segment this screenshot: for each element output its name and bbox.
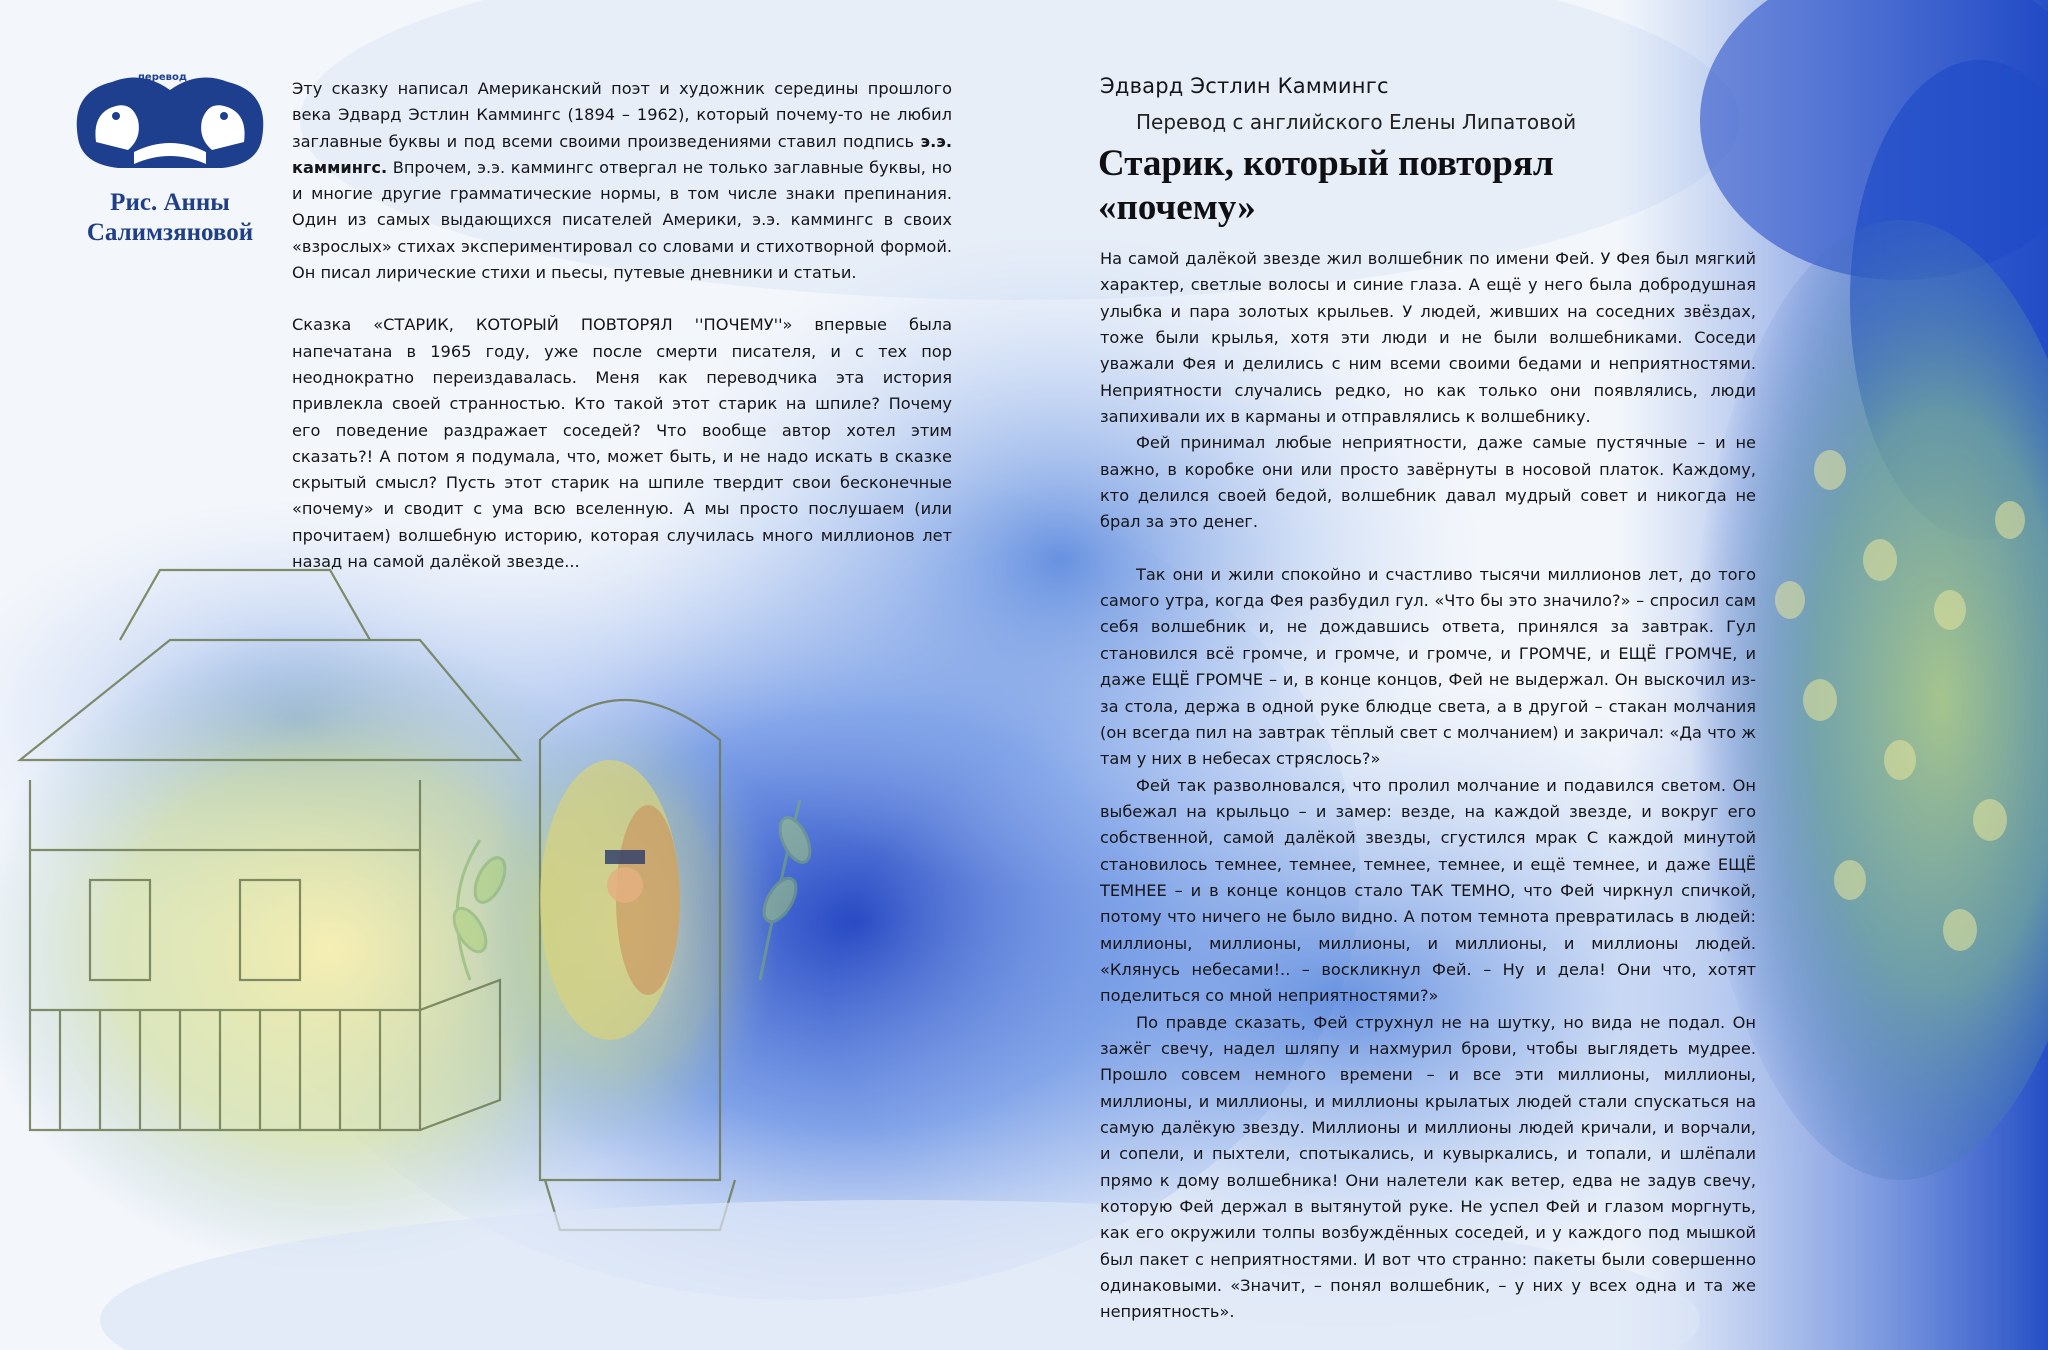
story-title bbox=[1098, 142, 1738, 230]
translation-logo bbox=[72, 72, 268, 176]
story-paragraph: На самой далёкой звезде жил волшебник по имени Фей. У Фея был мягкий характер, светлые волосы и синие глаза. А ещё у него была добродушная улыбка и пара золотых крыльев. У людей, живших на соседних звёздах, тоже были крылья, хотя эти люди и не были волшебниками. Соседи уважали Фея и делились с ним всеми своими бедами и неприятностями. Неприятности случались редко, но как только они появлялись, люди запихивали их в карманы и отправлялись к волшебнику. bbox=[1100, 249, 1756, 427]
story-paragraph: Фей так разволновался, что пролил молчание и подавился светом. Он выбежал на крыльцо – и замер: везде, на каждой звезде, и вокруг его собственной, самой далёкой звезды, сгустился мрак С каждой минутой становилось темнее, темнее, темнее, темнее, и ещё темнее, и даже ЕЩЁ ТЕМНЕЕ – и в конце концов стало ТАК ТЕМНО, что Фей чиркнул спичкой, потому что ничего не было видно. А потом темнота превратилась в людей: миллионы, миллионы, миллионы, и миллионы, и миллионы людей. «Клянусь небесами!.. – воскликнул Фей. – Ну и дела! Они что, хотят поделиться со мной неприятностями?» bbox=[1100, 775, 1756, 1006]
story-translator: Перевод с английского Елены Липатовой bbox=[1136, 110, 1577, 134]
intro-paragraph-2: Сказка «СТАРИК, КОТОРЫЙ ПОВТОРЯЛ ''ПОЧЕМУ''» впервые была напечатана в 1965 году, уже после смерти писателя, и с тех пор неоднократно переиздавалась. Меня как переводчика эта история привлекла своей странностью. Кто такой этот старик на шпиле? Почему его поведение раздражает соседей? Что вообще автор хотел этим сказать?! А потом я подумала, что, может быть, и не надо искать в сказке скрытый смысл? Пусть этот старик на шпиле твердит свои бесконечные «почему» и сводит с ума всю вселенную. А мы просто послушаем (или прочитаем) волшебную историю, которая случилась много миллионов лет назад на самой далёкой звезде... bbox=[292, 315, 952, 572]
intro-p1-text-before: Эту сказку написал Американский поэт и художник середины прошлого века Эдвард Эстлин Каммингс (1894 – 1962), который почему-то не любил заглавные буквы и под всеми своими произведениями ставил подпись bbox=[292, 79, 952, 151]
cummings-signature: э.э. каммингс. bbox=[292, 131, 952, 177]
logo-label: перевод bbox=[138, 72, 187, 83]
story-title-line-1: Старик, который повторял bbox=[1098, 143, 1554, 184]
story-author: Эдвард Эстлин Каммингс bbox=[1100, 74, 1389, 98]
story-paragraph: По правде сказать, Фей струхнул не на шутку, но вида не подал. Он зажёг свечу, надел шляпу и нахмурил брови, чтобы выглядеть мудрее. Прошло совсем немного времени – и все эти миллионы, миллионы, миллионы, и миллионы, и миллионы крылатых людей стали спускаться на самую далёкую звезду. Миллионы и миллионы людей кричали, и ворчали, и сопели, и пыхтели, спотыкались, и кувыркались, и топали, и шлёпали прямо к дому волшебника! Они налетели как ветер, едва не задув свечу, которую Фей держал в вытянутой руке. Не успел Фей и глазом моргнуть, как его окружили толпы возбуждённых соседей, и у каждого под мышкой был пакет с неприятностями. И вот что странно: пакеты были совершенно одинаковыми. «Значит, – понял волшебник, – у них у всех одна и та же неприятность». bbox=[1100, 1012, 1756, 1322]
intro-p1-text-after: Впрочем, э.э. каммингс отвергал не только заглавные буквы, но и многие другие грамматические нормы, в том числе знаки препинания. Один из самых выдающихся писателей Америки, э.э. каммингс в своих «взрослых» стихах экспериментировал со словами и стихотворной формой. Он писал лирические стихи и пьесы, путевые дневники и статьи. bbox=[292, 157, 952, 283]
story-body bbox=[1100, 246, 1756, 1326]
story-paragraph: Фей принимал любые неприятности, даже самые пустячные – и не важно, в коробке они или просто завёрнуты в носовой платок. Каждому, кто делился своей бедой, волшебник давал мудрый совет и никогда не брал за это денег. bbox=[1100, 433, 1756, 532]
illustrator-credit-line-1: Рис. Анны bbox=[110, 189, 230, 216]
story-paragraph: Так они и жили спокойно и счастливо тысячи миллионов лет, до того самого утра, когда Фея разбудил гул. «Что бы это значило?» – спросил сам себя волшебник и, не дождавшись ответа, принялся за завтрак. Гул становился всё громче, и громче, и громче, и ГРОМЧЕ, и ЕЩЁ ГРОМЧЕ, и даже ЕЩЁ ГРОМЧЕ – и, в конце концов, Фей не выдержал. Он выскочил из-за стола, держа в одной руке блюдце света, а в другой – стакан молчания (он всегда пил на завтрак тёплый свет с молчанием) и закричал: «Да что ж там у них в небесах стряслось?» bbox=[1100, 564, 1756, 769]
translator-introduction bbox=[292, 76, 952, 575]
intro-paragraph-1 bbox=[292, 76, 952, 286]
illustrator-credit-line-2: Салимзяновой bbox=[86, 219, 254, 246]
illustrator-credit bbox=[70, 188, 270, 248]
story-title-line-2: «почему» bbox=[1098, 187, 1256, 228]
